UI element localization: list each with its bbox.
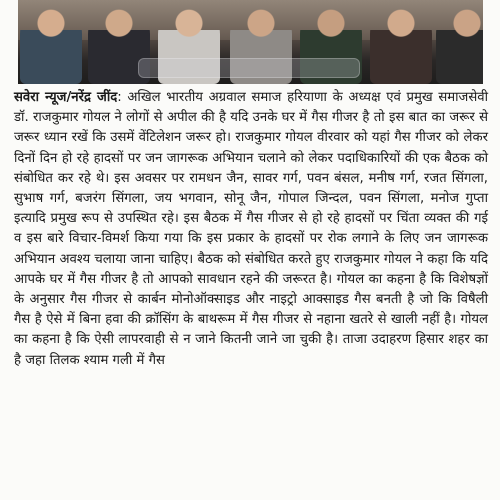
person-figure — [436, 6, 483, 84]
article-text: : अखिल भारतीय अग्रवाल समाज हरियाणा के अध्यक्ष एवं प्रमुख समाजसेवी डॉ. राजकुमार गोयल ने लोगों से अपील की है यदि उनके घर में गैस गीजर है तो इस बात का जरूर से जरूर ध्यान रखें कि उसमें वेंटिलेशन जरूर हो। राजकुमार गोयल वीरवार को यहां गैस गीजर को लेकर दिनों दिन हो रहे हादसों पर जन जागरूक अभियान चलाने को लेकर पदाधिकारियों की एक बैठक को संबोधित कर रहे थे। इस अवसर पर रामधन जैन, सावर गर्ग, पवन बंसल, मनीष गर्ग, रजत सिंगला, सुभाष गर्ग, बजरंग सिंगला, जय भगवान, सोनू जैन, गोपाल जिन्दल, पवन सिंगला, मनोज गुप्ता इत्यादि प्रमुख रूप से उपस्थित रहे। इस बैठक में गैस गीजर से हो रहे हादसों पर चिंता व्यक्त की गई व इस बारे विचार-विमर्श किया गया कि इस प्रकार के हादसों पर रोक लगाने के लिए जन जागरूक अभियान अवश्य चलाया जाना चाहिए। बैठक को संबोधित करते हुए राजकुमार गोयल ने कहा कि यदि आपके घर में गैस गीजर है तो आपको सावधान रहने की जरूरत है। गोयल का कहना है कि विशेषज्ञों के अनुसार गैस गीजर से कार्बन मोनोऑक्साइड और नाइट्रो आक्साइड गैस बनती है जो कि विषैली गैस है ऐसे में बिना हवा की क्रॉसिंग के बाथरूम में गैस गीजर से नहाना खतरे से खाली नहीं है। गोयल का कहना है कि ऐसी लापरवाही से न जाने कितनी जाने जा चुकी है। ताजा उदाहरण हिसार शहर का है जहा तिलक श्याम गली में गैस — [14, 90, 488, 368]
dateline: सवेरा न्यूज/नरेंद्र जींद — [14, 90, 118, 105]
article-paragraph — [14, 88, 488, 371]
glass-table — [138, 58, 360, 78]
person-figure — [370, 6, 432, 84]
meeting-photo — [18, 0, 483, 84]
article-body — [14, 88, 488, 371]
person-figure — [20, 6, 82, 84]
